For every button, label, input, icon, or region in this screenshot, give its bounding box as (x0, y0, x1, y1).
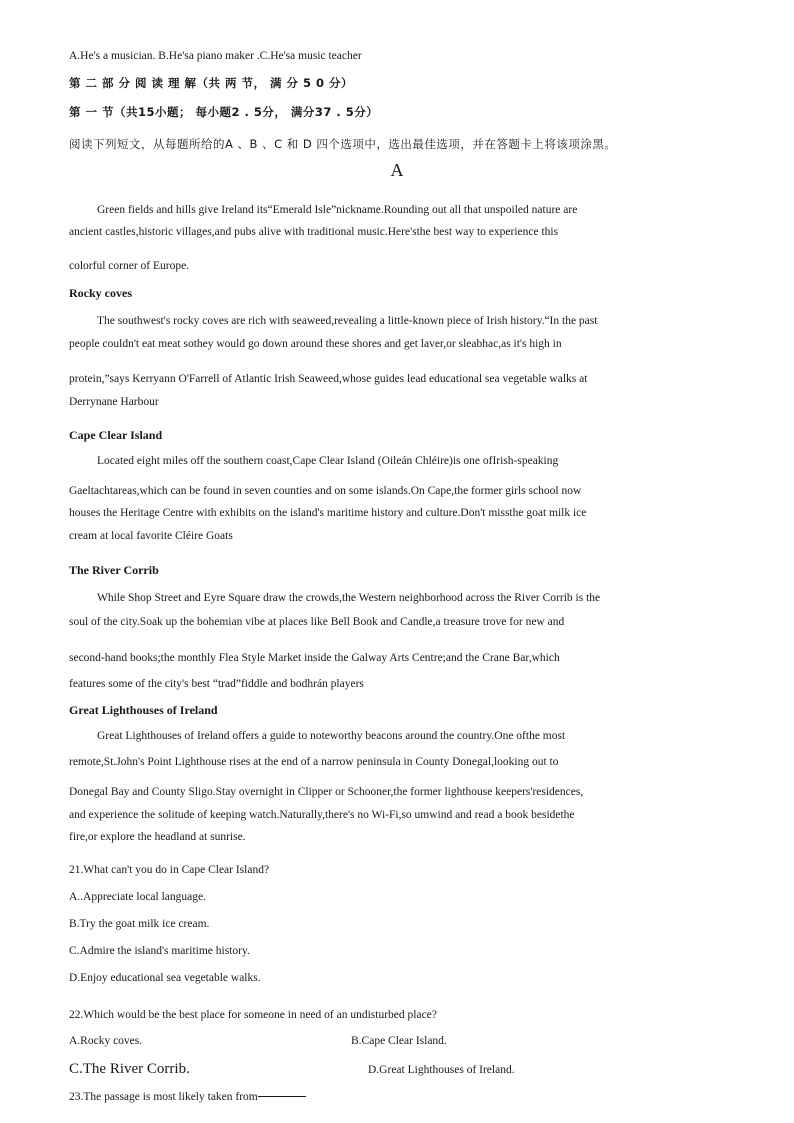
answer-blank (258, 1096, 306, 1097)
paragraph-line: second-hand books;the monthly Flea Style Market inside the Galway Arts Centre;and the Crane Bar,which (69, 652, 560, 664)
intro-line: Green fields and hills give Ireland its“Emerald Isle”nickname.Rounding out all that unspoiled nature are (97, 204, 578, 216)
paragraph-line: protein,”says Kerryann O'Farrell of Atlantic Irish Seaweed,whose guides lead educational sea vegetable walks at (69, 373, 588, 385)
paragraph-line: fire,or explore the headland at sunrise. (69, 831, 246, 843)
reading-instruction: 阅读下列短文，从每题所给的A 、B 、C 和 D 四个选项中，选出最佳选项，并在答题卡上将该项涂黑。 (69, 137, 617, 151)
question-23-stem: 23.The passage is most likely taken from (69, 1091, 258, 1103)
section-heading: Rocky coves (69, 286, 132, 300)
section-heading: The River Corrib (69, 563, 159, 577)
intro-line: colorful corner of Europe. (69, 260, 190, 272)
paragraph-line: people couldn't eat meat sothey would go down around these shores and get laver,or sleabhac,as it's high in (69, 338, 562, 350)
paragraph-line: and experience the solitude of keeping watch.Naturally,there's no Wi-Fi,so umwind and read a book besidethe (69, 809, 575, 821)
question-21-option: B.Try the goat milk ice cream. (69, 918, 210, 930)
paragraph-line: cream at local favorite Cléire Goats (69, 530, 233, 542)
paragraph-line: remote,St.John's Point Lighthouse rises at the end of a narrow peninsula in County Donegal,looking out to (69, 756, 559, 768)
part-two-title: 第 二 部 分 阅 读 理 解（共 两 节， 满 分 5 0 分） (69, 76, 354, 90)
paragraph-line: Gaeltachtareas,which can be found in seven counties and on some islands.On Cape,the former girls school now (69, 485, 582, 497)
question-21-option: A..Appreciate local language. (69, 891, 206, 903)
section-heading: Great Lighthouses of Ireland (69, 703, 218, 717)
paragraph-line: Derrynane Harbour (69, 396, 159, 408)
question-22-option-a: A.Rocky coves. (69, 1035, 143, 1047)
question-23 (69, 1089, 734, 1105)
paragraph-line: Located eight miles off the southern coast,Cape Clear Island (Oileán Chléire)is one ofIrish-speaking (97, 455, 559, 467)
paragraph-line: The southwest's rocky coves are rich with seaweed,revealing a little-known piece of Irish history.“In the past (97, 315, 598, 327)
section-heading: Cape Clear Island (69, 428, 163, 442)
previous-question-options: A.He's a musician. B.He'sa piano maker .C.He'sa music teacher (69, 50, 362, 62)
paragraph-line: Donegal Bay and County Sligo.Stay overnight in Clipper or Schooner,the former lighthouse keepers'residences, (69, 786, 584, 798)
intro-line: ancient castles,historic villages,and pubs alive with traditional music.Here'sthe best way to experience this (69, 226, 559, 238)
paragraph-line: houses the Heritage Centre with exhibits on the island's maritime history and culture.Don't missthe goat milk ice (69, 507, 587, 519)
passage-letter: A (390, 160, 404, 180)
paragraph-line: soul of the city.Soak up the bohemian vibe at places like Bell Book and Candle,a treasure trove for new and (69, 616, 565, 628)
question-21-option: C.Admire the island's maritime history. (69, 945, 250, 957)
paragraph-line: Great Lighthouses of Ireland offers a guide to noteworthy beacons around the country.One ofthe most (97, 730, 566, 742)
question-22-stem: 22.Which would be the best place for someone in need of an undisturbed place? (69, 1009, 437, 1021)
question-22-option-c: C.The River Corrib. (69, 1061, 190, 1077)
question-21-option: D.Enjoy educational sea vegetable walks. (69, 972, 261, 984)
question-22-option-d: D.Great Lighthouses of Ireland. (368, 1064, 515, 1076)
question-21-stem: 21.What can't you do in Cape Clear Island? (69, 864, 270, 876)
section-one-title: 第 一 节（共15小题； 每小题2 . 5分， 满分37 . 5分） (69, 105, 379, 119)
paragraph-line: While Shop Street and Eyre Square draw the crowds,the Western neighborhood across the River Corrib is the (97, 592, 601, 604)
question-22-option-b: B.Cape Clear Island. (351, 1035, 447, 1047)
paragraph-line: features some of the city's best “trad”fiddle and bodhrán players (69, 678, 364, 690)
